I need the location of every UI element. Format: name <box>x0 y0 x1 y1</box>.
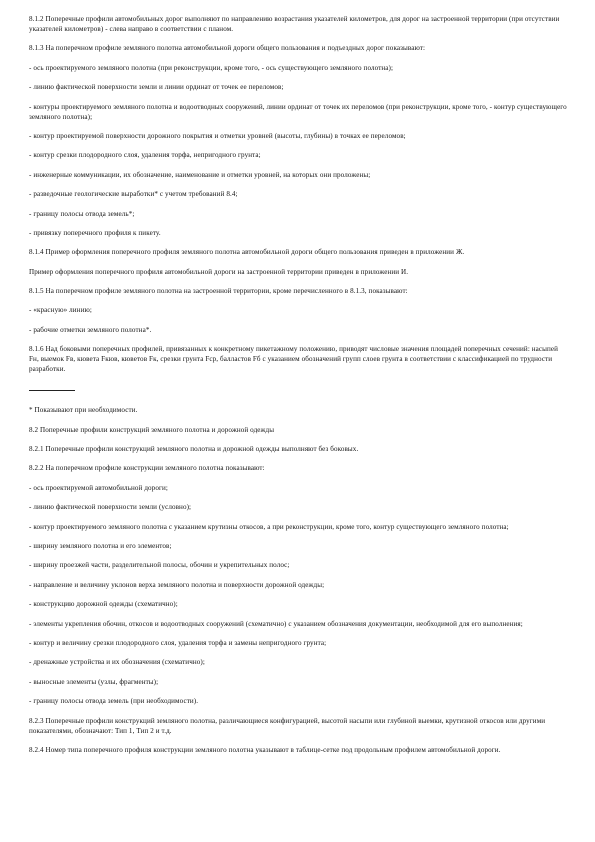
list-item: - «красную» линию; <box>29 306 92 315</box>
section-heading-8-2: 8.2 Поперечные профили конструкций земляного полотна и дорожной одежды <box>29 425 275 434</box>
footnote-separator <box>29 390 75 391</box>
list-item: - рабочие отметки земляного полотна*. <box>29 325 152 334</box>
list-item: - дренажные устройства и их обозначения (схематично); <box>29 658 205 667</box>
paragraph-8-2-4: 8.2.4 Номер типа поперечного профиля конструкции земляного полотна указывают в таблице-сетке под продольным профилем автомобильной дороги. <box>29 745 501 754</box>
list-item: - ось проектируемого земляного полотна (при реконструкции, кроме того, - ось существующего земляного полотна); <box>29 63 394 72</box>
paragraph-8-1-6: 8.1.6 Над боковыми поперечных профилей, привязанных к конкретному пикетажному положению, приводят числовые значения площадей поперечных сечений: насыпей Fн, выемок Fв, кювета Fкюв, кюветов Fк, срезки грунта Fср, балластов Fб с указанием обозначений групп слоев грунта в соответствии с классификацией по трудности разработки. <box>29 345 559 374</box>
list-item: - конструкцию дорожной одежды (схематично); <box>29 600 178 609</box>
document-page <box>29 14 569 764</box>
footnote: * Показывают при необходимости. <box>29 406 138 415</box>
paragraph-8-2-3: 8.2.3 Поперечные профили конструкций земляного полотна, различающиеся конфигурацией, высотой насыпи или глубиной выемки, крутизной откосов или другими показателями, обозначают: Тип 1, Тип 2 и т.д. <box>29 716 546 735</box>
list-item: - инженерные коммуникации, их обозначение, наименование и отметки уровней, на которых они проложены; <box>29 170 371 179</box>
paragraph-8-1-5: 8.1.5 На поперечном профиле земляного полотна на застроенной территории, кроме перечисленного в 8.1.3, показывают: <box>29 287 408 296</box>
list-item: - элементы укрепления обочин, откосов и водоотводных сооружений (схематично) с указанием обозначения документации, необходимой для его выполнения; <box>29 619 523 628</box>
list-item: - ширину проезжей части, разделительной полосы, обочин и укрепительных полос; <box>29 561 290 570</box>
list-item: - линию фактической поверхности земли и линии ординат от точек ее переломов; <box>29 83 284 92</box>
list-item: - границу полосы отвода земель (при необходимости). <box>29 697 199 706</box>
list-item: - ширину земляного полотна и его элементов; <box>29 541 172 550</box>
list-item: - контур проектируемой поверхности дорожного покрытия и отметки уровней (высоты, глубины) в точках ее переломов; <box>29 131 406 140</box>
list-item: - линию фактической поверхности земли (условно); <box>29 503 192 512</box>
paragraph-8-1-4-example: Пример оформления поперечного профиля автомобильной дороги на застроенной территории приведен в приложении И. <box>29 267 409 276</box>
list-item: - разведочные геологические выработки* с учетом требований 8.4; <box>29 190 238 199</box>
list-item: - ось проектируемой автомобильной дороги; <box>29 483 168 492</box>
list-item: - выносные элементы (узлы, фрагменты); <box>29 677 159 686</box>
list-item: - контуры проектируемого земляного полотна и водоотводных сооружений, линии ординат от точек их переломов (при реконструкции, кроме того, - контур существующего земляного полотна); <box>29 102 567 121</box>
paragraph-8-2-2: 8.2.2 На поперечном профиле конструкции земляного полотна показывают: <box>29 464 265 473</box>
list-item: - контур срезки плодородного слоя, удаления торфа, непригодного грунта; <box>29 151 261 160</box>
list-item: - привязку поперечного профиля к пикету. <box>29 228 161 237</box>
list-item: - границу полосы отвода земель*; <box>29 209 135 218</box>
list-item: - контур и величину срезки плодородного слоя, удаления торфа и замены непригодного грунта; <box>29 638 327 647</box>
list-item: - контур проектируемого земляного полотна с указанием крутизны откосов, а при реконструкции, кроме того, контур существующего земляного полотна; <box>29 522 509 531</box>
section-8-1-top <box>29 14 569 374</box>
section-8-2 <box>29 425 569 755</box>
paragraph-8-1-3: 8.1.3 На поперечном профиле земляного полотна автомобильной дороги общего пользования и подъездных дорог показывают: <box>29 44 426 53</box>
paragraph-8-1-2: 8.1.2 Поперечные профили автомобильных дорог выполняют по направлению возрастания указателей километров, для дорог на застроенной территории (при отсутствии указателей километров) - слева направо в соответствии с планом. <box>29 15 560 33</box>
paragraph-8-1-4: 8.1.4 Пример оформления поперечного профиля земляного полотна автомобильной дороги общего пользования приведен в приложении Ж. <box>29 248 465 257</box>
list-item: - направление и величину уклонов верха земляного полотна и поверхности дорожной одежды; <box>29 580 325 589</box>
paragraph-8-2-1: 8.2.1 Поперечные профили конструкций земляного полотна и дорожной одежды выполняют без боковых. <box>29 445 359 454</box>
